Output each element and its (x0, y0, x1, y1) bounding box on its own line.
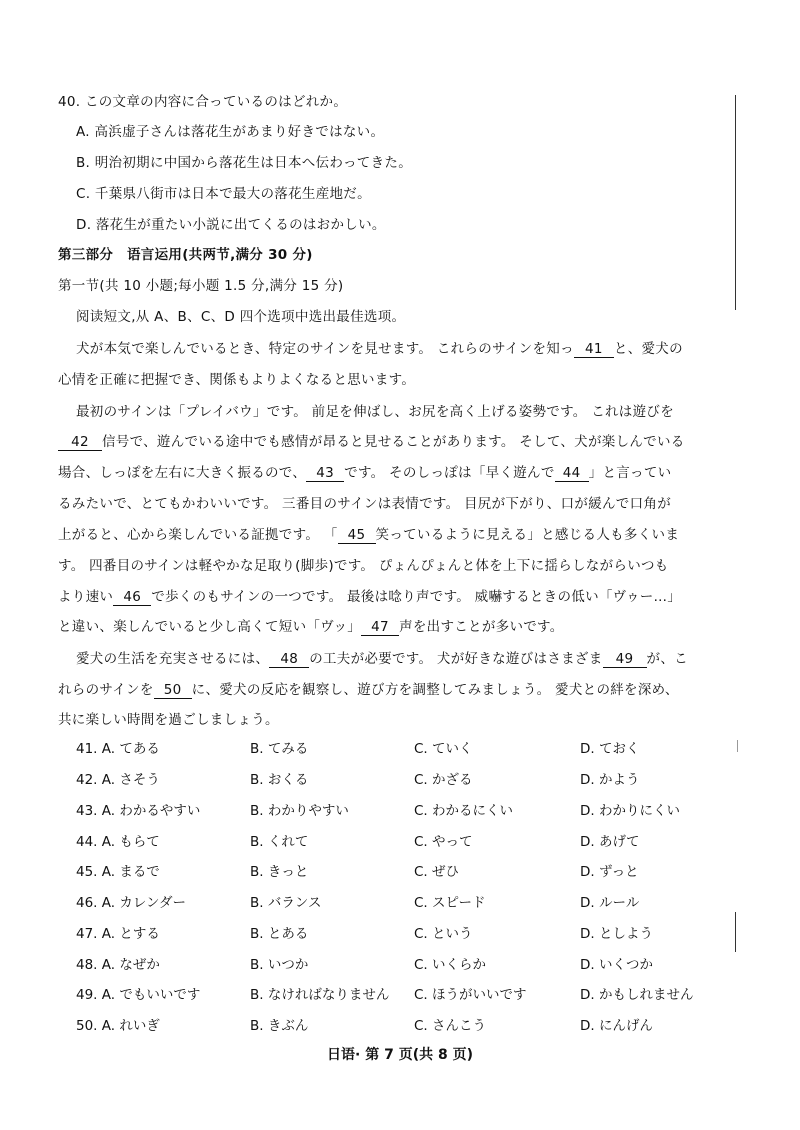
option-b: B. おくる (250, 772, 309, 788)
option-b: B. くれて (250, 834, 309, 850)
option-d: D. としよう (580, 926, 653, 942)
question-row (0, 860, 800, 884)
passage-line (58, 678, 679, 699)
passage-text: で歩くのもサインの一つです。 最後は唸り声です。 威嚇するときの低い「ヴゥー…」 (151, 589, 682, 605)
question-40-option-a: A. 高浜虚子さんは落花生があまり好きではない。 (76, 124, 385, 140)
passage-text: 信号で、遊んでいる途中でも感情が昂ると見せることがあります。 そして、犬が楽しんでいる (102, 434, 685, 450)
option-b: B. てみる (250, 741, 309, 757)
passage-line (76, 647, 688, 668)
blank-44: 44 (555, 465, 589, 482)
question-40-option-d: D. 落花生が重たい小説に出てくるのはおかしい。 (76, 217, 386, 233)
passage-line (58, 615, 564, 636)
passage-text: の工夫が必要です。 犬が好きな遊びはさまざま (309, 651, 603, 667)
option-c: C. ぜひ (414, 864, 460, 880)
option-a: 46. A. カレンダー (76, 895, 186, 911)
blank-50: 50 (154, 682, 192, 699)
section-instruction: 阅读短文,从 A、B、C、D 四个选项中选出最佳选项。 (76, 309, 406, 325)
option-c: C. という (414, 926, 473, 942)
blank-41: 41 (574, 341, 614, 358)
option-a: 49. A. でもいいです (76, 987, 201, 1003)
passage-text: が、こ (646, 651, 688, 667)
section-subtitle: 第一节(共 10 小题;每小题 1.5 分,满分 15 分) (58, 278, 344, 294)
option-c: C. さんこう (414, 1018, 487, 1034)
option-b: B. きっと (250, 864, 309, 880)
passage-line: す。 四番目のサインは軽やかな足取り(脚歩)です。 ぴょんぴょんと体を上下に揺らしながらいつも (58, 558, 669, 574)
option-d: D. かもしれません (580, 987, 694, 1003)
passage-text: 愛犬の生活を充実させるには、 (76, 651, 270, 667)
passage-line (58, 585, 681, 606)
passage-text: 声を出すことが多いです。 (399, 619, 564, 635)
question-row (0, 768, 800, 792)
question-row (0, 799, 800, 823)
option-c: C. わかるにくい (414, 803, 514, 819)
passage-line: 共に楽しい時間を過ごしましょう。 (58, 712, 279, 728)
margin-rule (737, 740, 738, 752)
option-c: C. いくらか (414, 957, 487, 973)
passage-line (58, 461, 671, 482)
passage-line: 心情を正確に把握でき、関係もよりよくなると思います。 (58, 372, 416, 388)
option-d: D. にんげん (580, 1018, 653, 1034)
question-40-option-c: C. 千葉県八街市は日本で最大の落花生産地だ。 (76, 186, 371, 202)
option-d: D. かよう (580, 772, 640, 788)
option-c: C. スピード (414, 895, 486, 911)
option-a: 48. A. なぜか (76, 957, 160, 973)
question-row (0, 922, 800, 946)
passage-text: 上がると、心から楽しんでいる証拠です。 「 (58, 527, 338, 543)
question-row (0, 891, 800, 915)
question-row (0, 953, 800, 977)
blank-46: 46 (113, 589, 151, 606)
passage-text: 」と言ってい (588, 465, 672, 481)
passage-text: より速い (58, 589, 114, 605)
passage-text: 笑っているように見える」と感じる人も多くいま (375, 527, 680, 543)
question-40-option-b: B. 明治初期に中国から落花生は日本へ伝わってきた。 (76, 155, 413, 171)
option-c: C. かざる (414, 772, 473, 788)
passage-text: れらのサインを (58, 682, 154, 698)
option-a: 44. A. もらて (76, 834, 160, 850)
passage-text: 犬が本気で楽しんでいるとき、特定のサインを見せます。 これらのサインを知っ (76, 341, 574, 357)
blank-48: 48 (269, 651, 309, 668)
option-d: D. わかりにくい (580, 803, 680, 819)
blank-43: 43 (306, 465, 344, 482)
passage-line: るみたいで、とてもかわいいです。 三番目のサインは表情です。 目尻が下がり、口が緩んで口角が (58, 496, 672, 512)
question-row (0, 737, 800, 761)
question-row (0, 830, 800, 854)
page-footer: 日语· 第 7 页(共 8 页) (327, 1047, 473, 1063)
blank-42: 42 (58, 434, 102, 451)
blank-49: 49 (603, 651, 647, 668)
passage-text: に、愛犬の反応を観察し、遊び方を調整してみましょう。 愛犬との絆を深め、 (191, 682, 679, 698)
question-row (0, 983, 800, 1007)
section-title: 第三部分 语言运用(共两节,满分 30 分) (58, 247, 313, 263)
blank-47: 47 (361, 619, 399, 636)
option-a: 47. A. とする (76, 926, 160, 942)
passage-line (76, 337, 683, 358)
option-c: C. ほうがいいです (414, 987, 527, 1003)
passage-text: 場合、しっぽを左右に大きく振るので、 (58, 465, 307, 481)
passage-text: です。 そのしっぽは「早く遊んで (344, 465, 555, 481)
margin-rule (735, 912, 736, 952)
passage-line: 最初のサインは「プレイバウ」です。 前足を伸ばし、お尻を高く上げる姿勢です。 これは遊びを (76, 404, 674, 420)
option-d: D. ておく (580, 741, 640, 757)
passage-line (58, 523, 679, 544)
option-d: D. あげて (580, 834, 640, 850)
passage-text: と、愛犬の (613, 341, 683, 357)
question-40-stem: 40. この文章の内容に合っているのはどれか。 (58, 94, 348, 110)
option-a: 43. A. わかるやすい (76, 803, 201, 819)
option-b: B. いつか (250, 957, 309, 973)
option-d: D. ルール (580, 895, 640, 911)
blank-45: 45 (338, 527, 376, 544)
option-b: B. とある (250, 926, 309, 942)
question-row (0, 1014, 800, 1038)
option-b: B. なければなりません (250, 987, 390, 1003)
option-c: C. やって (414, 834, 473, 850)
option-a: 41. A. てある (76, 741, 160, 757)
margin-rule (735, 95, 736, 310)
option-b: B. バランス (250, 895, 322, 911)
passage-text: と違い、楽しんでいると少し高くて短い「ヴッ」 (58, 619, 362, 635)
option-d: D. いくつか (580, 957, 653, 973)
option-b: B. きぶん (250, 1018, 309, 1034)
option-d: D. ずっと (580, 864, 639, 880)
option-c: C. ていく (414, 741, 473, 757)
passage-line (58, 430, 685, 451)
option-b: B. わかりやすい (250, 803, 349, 819)
option-a: 42. A. さそう (76, 772, 160, 788)
option-a: 50. A. れいぎ (76, 1018, 160, 1034)
option-a: 45. A. まるで (76, 864, 160, 880)
